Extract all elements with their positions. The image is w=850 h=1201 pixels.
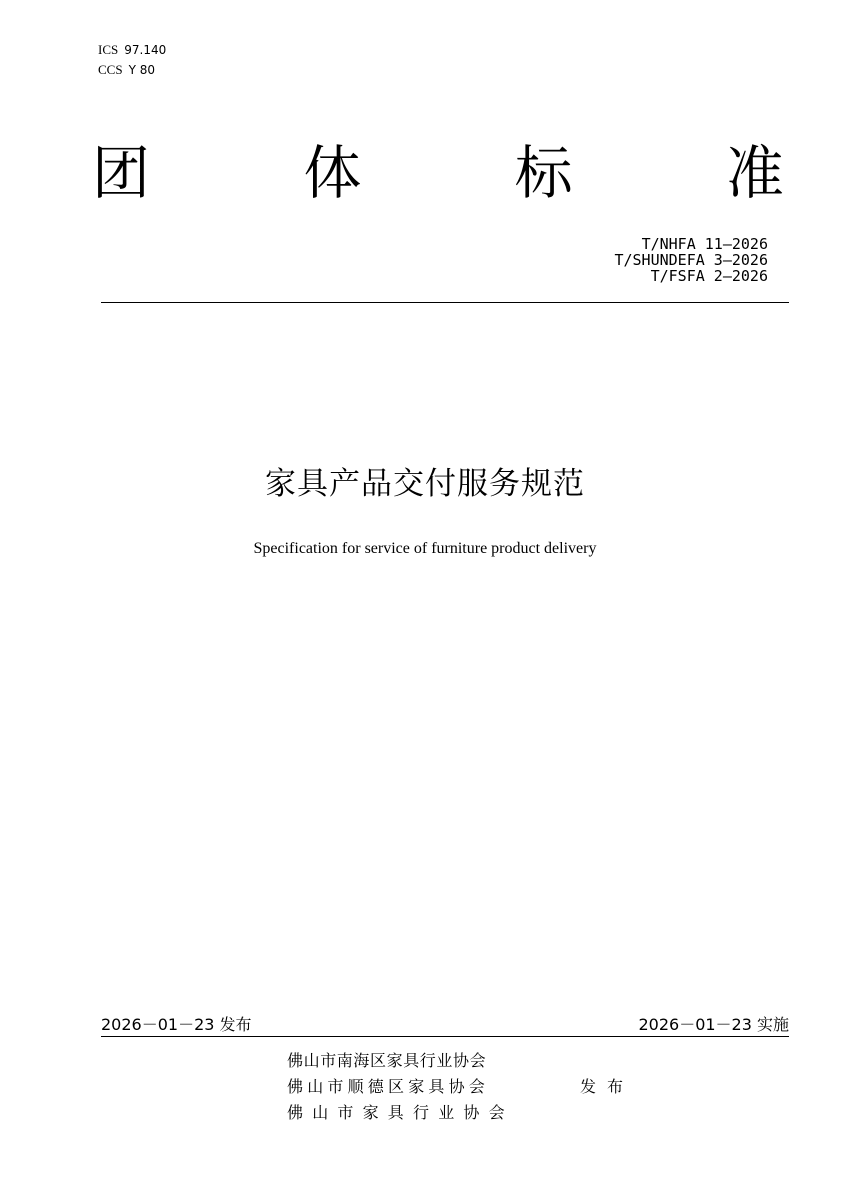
implementation-date: 2026－01－23 实施 (638, 1015, 789, 1034)
ccs-line (98, 60, 166, 80)
bottom-divider (101, 1036, 789, 1037)
classification-codes (98, 40, 166, 80)
publishers-list (287, 1048, 514, 1126)
ics-code: 97.140 (124, 43, 167, 57)
ics-line (98, 40, 166, 60)
standard-numbers (614, 236, 768, 284)
document-title-cn: 家具产品交付服务规范 (265, 466, 585, 502)
issue-date: 2026－01－23 发布 (101, 1015, 252, 1034)
publisher-name: 佛山市家具行业协会 (287, 1103, 514, 1122)
publisher-name: 佛山市南海区家具行业协会 (287, 1051, 487, 1070)
standard-number: T/FSFA 2—2026 (650, 267, 768, 285)
ccs-label: CCS (98, 62, 123, 77)
ccs-code: Y 80 (128, 63, 155, 77)
standard-number: T/NHFA 11—2026 (641, 235, 768, 253)
publisher-name: 佛山市顺德区家具协会 (287, 1077, 490, 1096)
ics-label: ICS (98, 42, 119, 57)
standard-type-char: 准 (725, 139, 784, 207)
standard-type-char: 团 (92, 139, 151, 207)
standard-number: T/SHUNDEFA 3—2026 (614, 251, 768, 269)
document-title-en: Specification for service of furniture product delivery (253, 540, 597, 557)
standard-type-char: 体 (303, 139, 362, 207)
standard-type-heading (92, 138, 784, 208)
standard-type-char: 标 (514, 139, 573, 207)
top-divider (101, 302, 789, 303)
publish-label: 发布 (580, 1077, 635, 1096)
